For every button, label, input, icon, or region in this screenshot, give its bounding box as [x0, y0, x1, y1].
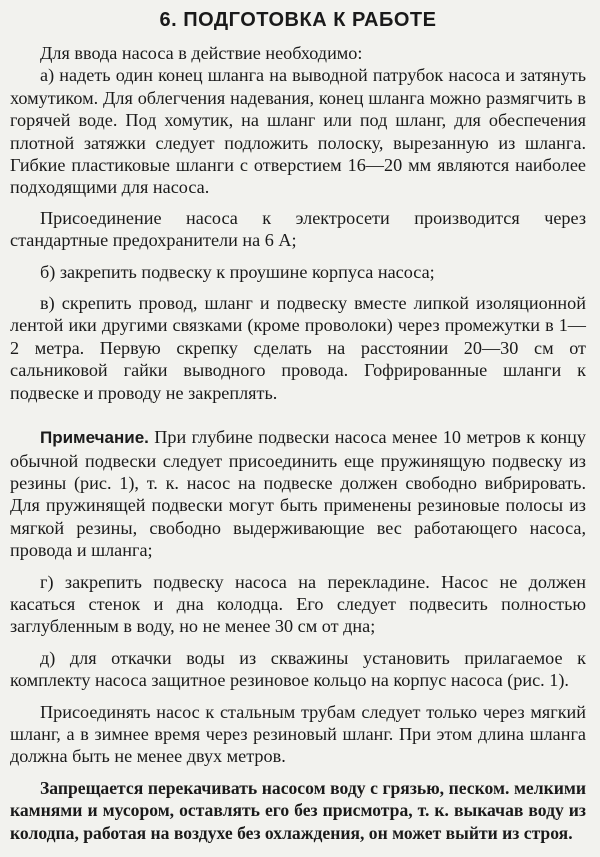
step-g-paragraph: г) закрепить подвеску насоса на перекладине. Насос не должен касаться стенок и дна колодца. Его следует подвесить полностью заглубленным в воду, но не менее 30 см от дна; — [10, 571, 586, 637]
pipes-paragraph: Присоединять насос к стальным трубам следует только через мягкий шланг, а в зимнее время через резиновый шланг. При этом длина шланга должна быть не менее двух метров. — [10, 701, 586, 767]
connection-paragraph: Присоединение насоса к электросети производится через стандартные предохранители на 6 А; — [10, 207, 586, 251]
note-paragraph — [10, 426, 586, 561]
note-text: При глубине подвески насоса менее 10 метров к концу обычной подвески следует присоединить еще пружинящую подвеску из резины (рис. 1), т. к. насос на подвеске должен свободно вибрировать. Для пружинящей подвески могут быть применены резиновые полосы из мягкой резины, свободно выдерживающие вес работающего насоса, провода и шланга; — [10, 427, 586, 561]
step-a-paragraph: а) надеть один конец шланга на выводной патрубок насоса и затянуть хомутиком. Для облегчения надевания, конец шланга можно размягчить в горячей воде. Под хомутик, на шланг или под шланг, для обеспечения плотной затяжки следует подложить полоску, вырезанную из шланга. Гибкие пластиковые шланги с отверстием 16—20 мм являются наиболее подходящими для насоса. — [10, 65, 586, 198]
intro-paragraph: Для ввода насоса в действие необходимо: — [40, 43, 363, 63]
section-heading: 6. ПОДГОТОВКА К РАБОТЕ — [159, 9, 437, 31]
step-d-paragraph: д) для откачки воды из скважины установить прилагаемое к комплекту насоса защитное резиновое кольцо на корпус насоса (рис. 1). — [10, 647, 586, 691]
step-v-paragraph: в) скрепить провод, шланг и подвеску вместе липкой изоляционной лентой ики другими связками (кроме проволоки) через промежутки в 1—2 метра. Первую скрепку сделать на расстоянии 20—30 см от сальниковой гайки выводного провода. Гофрированные шланги к подвеске и проводу не закреплять. — [10, 293, 586, 403]
step-b-paragraph: б) закрепить подвеску к проушине корпуса насоса; — [40, 261, 435, 282]
warning-paragraph: Запрещается перекачивать насосом воду с грязью, песком. мелкими камнями и мусором, оставлять его без присмотра, т. к. выкачав воду из колодпа, работая на воздухе без охлаждения, он может выйти из строя. — [10, 777, 586, 843]
note-label: Примечание. — [40, 428, 149, 448]
